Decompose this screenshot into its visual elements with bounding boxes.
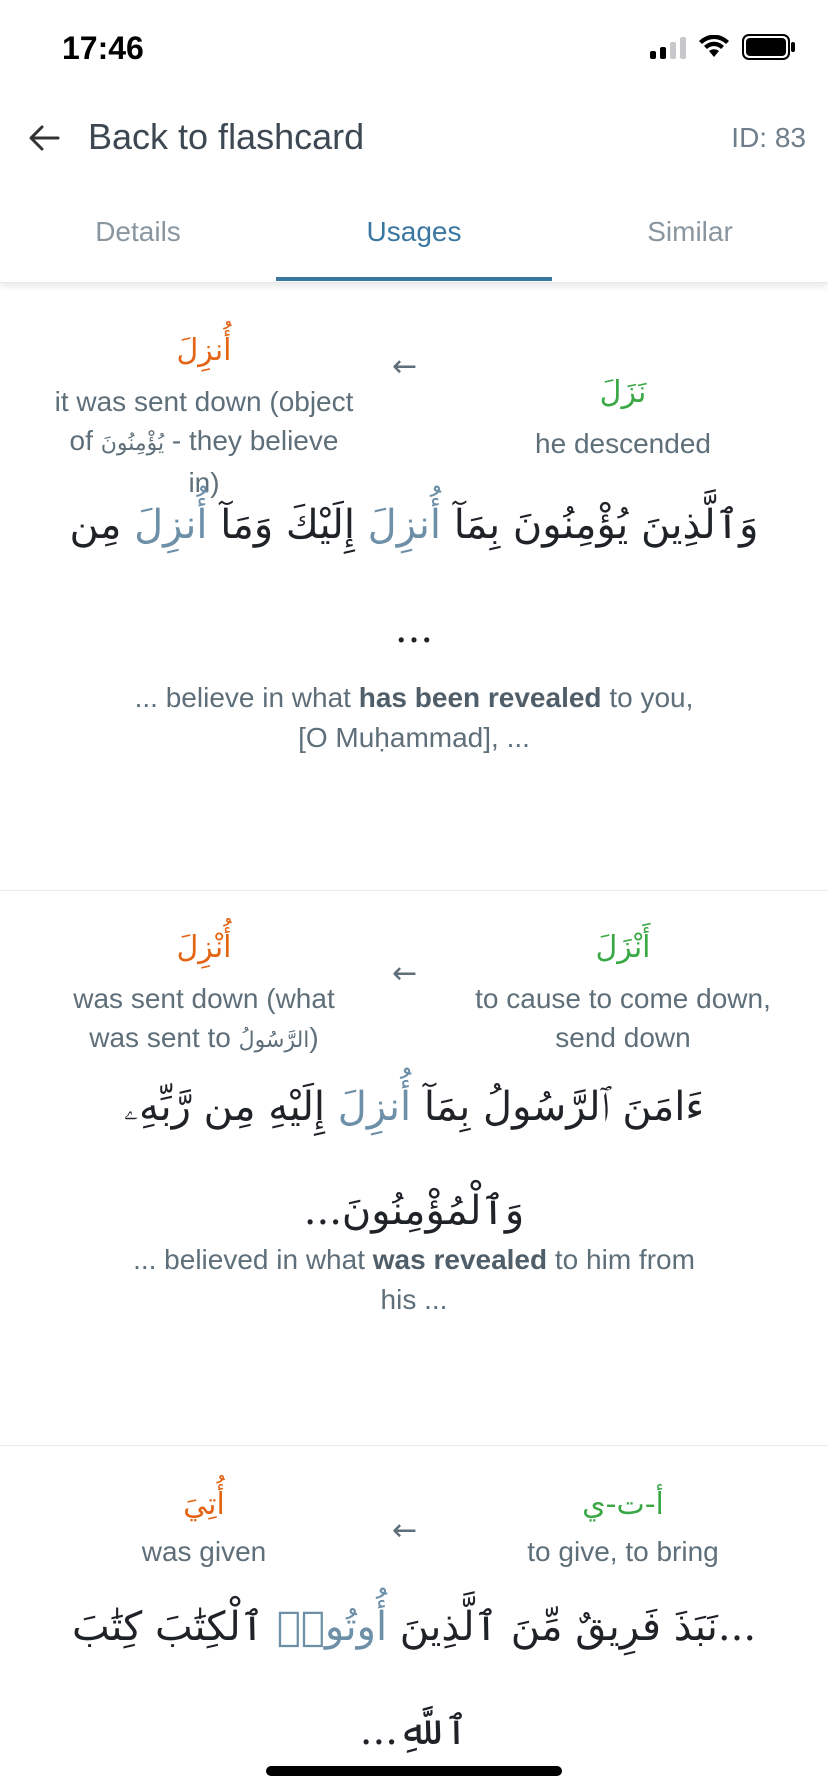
wifi-icon [698,35,730,59]
usage-root [443,375,803,463]
usage-card [0,283,828,891]
back-arrow-icon[interactable] [24,118,64,158]
usage-root [443,1487,803,1571]
usage-root-gloss: to cause to come down, send down [475,983,771,1053]
tab-usages[interactable]: Usages [366,216,462,247]
usage-root-word: أَنْزَلَ [595,930,651,965]
tab-details[interactable]: Details [95,216,181,247]
status-icons [650,34,796,60]
status-time: 17:46 [62,30,144,66]
quran-verse: ءَامَنَ ٱلرَّسُولُ بِمَآ أُنزِلَ إِلَيْهِ مِن رَّبِّهِۦ وَٱلْمُؤْمِنُونَ... [123,1084,705,1234]
status-bar [0,0,828,100]
back-to-flashcard-link[interactable]: Back to flashcard [88,116,365,157]
usage-form-word: أُنزِلَ [176,333,232,368]
verse-translation: ... believed in what was revealed to him from his ... [133,1244,695,1315]
arrow-left-icon: ← [392,956,418,991]
battery-icon [742,34,796,60]
app-header [0,100,828,182]
usage-root-gloss: he descended [535,428,711,459]
tab-similar[interactable]: Similar [647,216,733,247]
usage-form-gloss: was sent down (what was sent to الرَّسُولُ) [73,983,335,1053]
usage-form-word: أُتِيَ [183,1487,225,1522]
usage-form [24,1487,384,1571]
arrow-left-icon: ← [392,349,418,384]
home-indicator[interactable] [266,1766,562,1776]
arrow-left-icon: ← [392,1513,418,1548]
usage-card [0,1445,828,1792]
cellular-signal-icon [650,35,686,59]
usage-form-word: أُنْزِلَ [176,930,232,965]
active-tab-indicator [276,277,552,281]
usage-root-word: أ-ت-ي [582,1487,664,1522]
usage-root-word: نَزَلَ [599,375,647,410]
quran-verse: وَٱلَّذِينَ يُؤْمِنُونَ بِمَآ أُنزِلَ إِلَيْكَ وَمَآ أُنزِلَ مِن ... [69,502,759,652]
usage-form [24,930,384,1060]
usage-card [0,890,828,1446]
verse-translation: ... believe in what has been revealed to you, [O Muḥammad], ... [134,682,694,753]
tab-bar [0,200,828,283]
card-id-label: ID: 83 [731,122,806,153]
usage-root-gloss: to give, to bring [527,1536,719,1567]
usage-form-gloss: was given [141,1536,267,1567]
usage-form-gloss: it was sent down (object of يُؤْمِنُونَ - they believe in) [54,386,354,498]
quran-verse: ...نَبَذَ فَرِيقٌ مِّنَ ٱلَّذِينَ أُوتُوا۟ ٱلْكِتَٰبَ كِتَٰبَ ٱللَّهِ... [71,1604,757,1754]
usage-root [443,930,803,1057]
